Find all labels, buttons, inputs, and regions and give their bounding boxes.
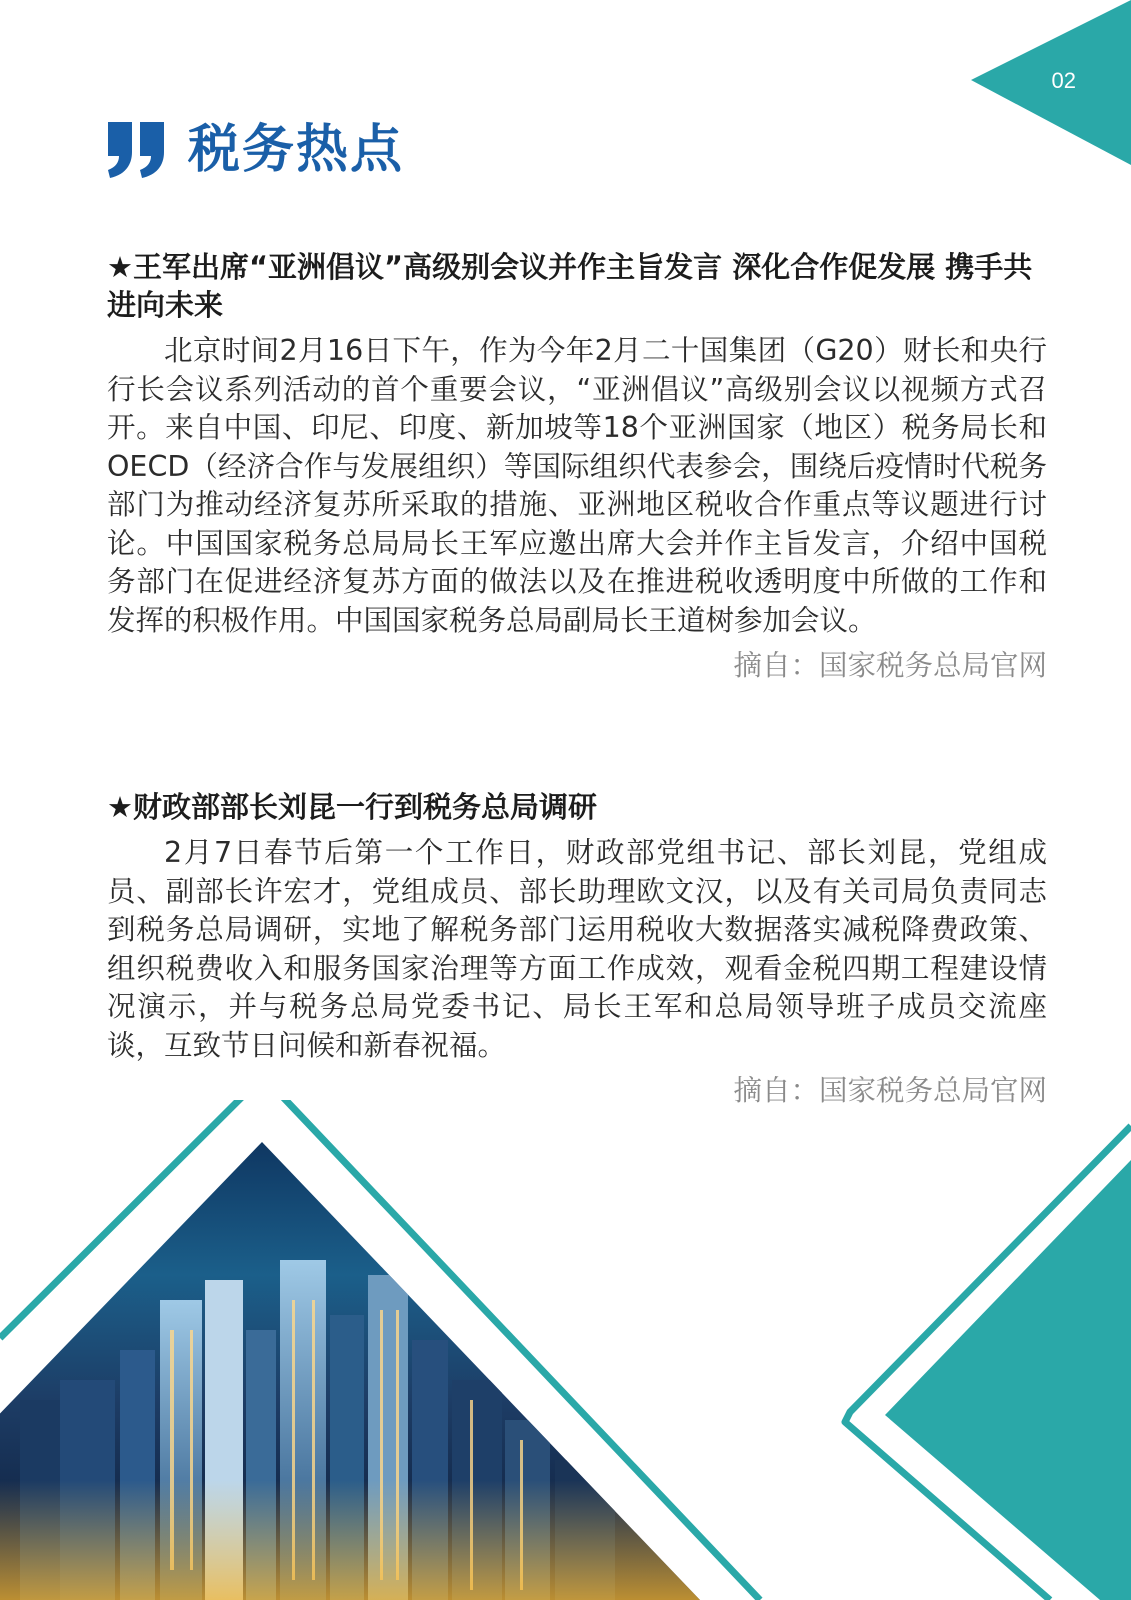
article-title: ★王军出席“亚洲倡议”高级别会议并作主旨发言 深化合作促发展 携手共进向未来 [107,250,1033,322]
article-source: 摘自：国家税务总局官网 [733,649,1047,682]
bottom-decoration [0,1100,1131,1600]
article-body: 2月7日春节后第一个工作日，财政部党组书记、部长刘昆，党组成员、副部长许宏才，党组成员、部长助理欧文汉，以及有关司局负责同志到税务总局调研，实地了解税务部门运用税收大数据落实减税降费政策、组织税费收入和服务国家治理等方面工作成效，观看金税四期工程建设情况演示，并与税务总局党委书记、局长王军和总局领导班子成员交流座谈，互致节日问候和新春祝福。 [107,836,1047,1062]
article-source: 摘自：国家税务总局官网 [733,1074,1047,1107]
page-number: 02 [1051,68,1076,93]
night-city-skyline-image [0,1100,800,1600]
quote-icon [106,120,166,180]
article-1 [107,248,1047,686]
article-body: 北京时间2月16日下午，作为今年2月二十国集团（G20）财长和央行行长会议系列活动的首个重要会议，“亚洲倡议”高级别会议以视频方式召开。来自中国、印尼、印度、新加坡等18个亚洲国家（地区）税务局长和OECD（经济合作与发展组织）等国际组织代表参会，围绕后疫情时代税务部门为推动经济复苏所采取的措施、亚洲地区税收合作重点等议题进行讨论。中国国家税务总局局长王军应邀出席大会并作主旨发言，介绍中国税务部门在促进经济复苏方面的做法以及在推进税收透明度中所做的工作和发挥的积极作用。中国国家税务总局副局长王道树参加会议。 [107,334,1047,637]
section-heading [106,118,404,182]
page-title: 税务热点 [188,120,405,180]
article-title: ★财政部部长刘昆一行到税务总局调研 [107,790,597,824]
article-2 [107,788,1047,1111]
